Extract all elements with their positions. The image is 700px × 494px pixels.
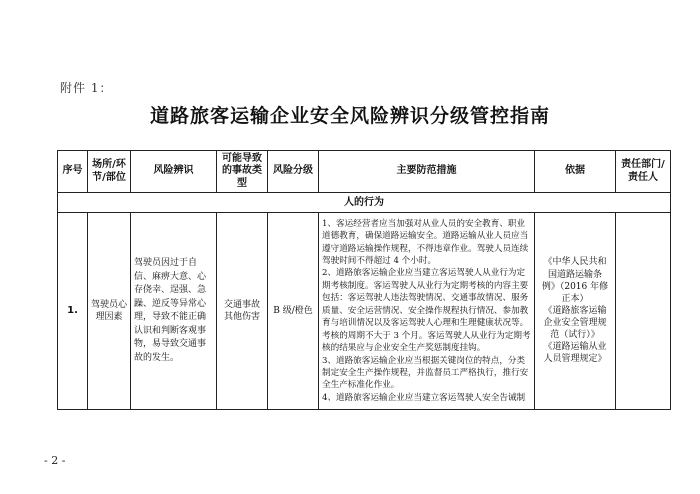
basis-line: 国道路运输条: [547, 269, 602, 280]
measure-line: 期考核制度。客运驾驶人从业行为定期考核的内容主要: [322, 280, 529, 291]
basis-line: 《道路运输从业: [543, 342, 607, 353]
measure-line: 核的结果应与企业安全生产奖惩制度挂钩。: [322, 343, 486, 354]
basis-line: 人员管理规定》: [543, 354, 607, 365]
measure-line: 驾驶时间不得超过 4 个小时。: [322, 255, 437, 266]
row-responsible: [616, 213, 671, 410]
header-responsible: 责任部门/责任人: [616, 151, 671, 193]
measure-line: 4、道路旅客运输企业应当建立客运驾驶人安全告诫制: [322, 392, 526, 403]
document-title: 道路旅客运输企业安全风险辨识分级管控指南: [149, 105, 550, 127]
basis-line: 范（试行）》: [550, 330, 600, 341]
row-accident-type: 交通事故其他伤害: [217, 213, 268, 410]
row-no: 1.: [58, 213, 88, 410]
basis-line: 例》（2016 年修: [541, 281, 609, 292]
header-measures: 主要防范措施: [319, 151, 535, 193]
row-measures: [319, 213, 535, 410]
risk-table: [57, 150, 671, 410]
measure-line: 遵守道路运输操作规程，不得违章作业。驾驶人员连续: [322, 243, 529, 254]
header-risk-level: 风险分级: [268, 151, 319, 193]
basis-line: 《中华人民共和: [543, 257, 607, 268]
header-basis: 依据: [535, 151, 616, 193]
section-title: 人的行为: [58, 193, 671, 213]
row-basis: [535, 213, 616, 410]
basis-line: 正本）: [561, 293, 589, 304]
section-row: [58, 193, 671, 213]
page-number: - 2 -: [44, 454, 66, 467]
measure-line: 考核的周期不大于 3 个月。客运驾驶人从业行为定期考: [322, 330, 531, 341]
measure-line: 道德教育，确保道路运输安全。道路运输从业人员应当: [322, 231, 529, 242]
measure-line: 育与培训情况以及客运驾驶人心理和生理健康状况等。: [322, 318, 529, 329]
measure-line: 全生产标准化作业。: [322, 380, 400, 391]
row-place: 驾驶员心理因素: [88, 213, 131, 410]
attachment-label: 附件 1：: [60, 81, 113, 95]
row-risk-level: B 级/橙色: [268, 213, 319, 410]
measure-line: 3、道路旅客运输企业应当根据关键岗位的特点，分类: [322, 355, 526, 366]
header-risk: 风险辨识: [131, 151, 217, 193]
table-row: [58, 213, 671, 410]
row-risk: 驾驶员因过于自信、麻痹大意、心存侥幸、逞强、急躁、逆反等异常心理，导致不能正确认识和判断客观事物，易导致交通事故的发生。: [131, 213, 217, 410]
table-header-row: [58, 151, 671, 193]
measure-line: 制定安全生产操作规程，并监督员工严格执行，推行安: [322, 368, 529, 379]
header-place: 场所/环节/部位: [88, 151, 131, 193]
header-no: 序号: [58, 151, 88, 193]
basis-line: 企业安全管理规: [543, 318, 607, 329]
measure-line: 质量、安全运营情况、安全操作规程执行情况、参加教: [322, 305, 529, 316]
measure-line: 2、道路旅客运输企业应当建立客运驾驶人从业行为定: [322, 268, 526, 279]
measure-line: 包括：客运驾驶人违法驾驶情况、交通事故情况、服务: [322, 293, 529, 304]
measure-line: 1、客运经营者应当加强对从业人员的安全教育、职业: [322, 218, 526, 229]
header-accident-type: 可能导致的事故类型: [217, 151, 268, 193]
basis-line: 《道路旅客运输: [543, 305, 607, 316]
